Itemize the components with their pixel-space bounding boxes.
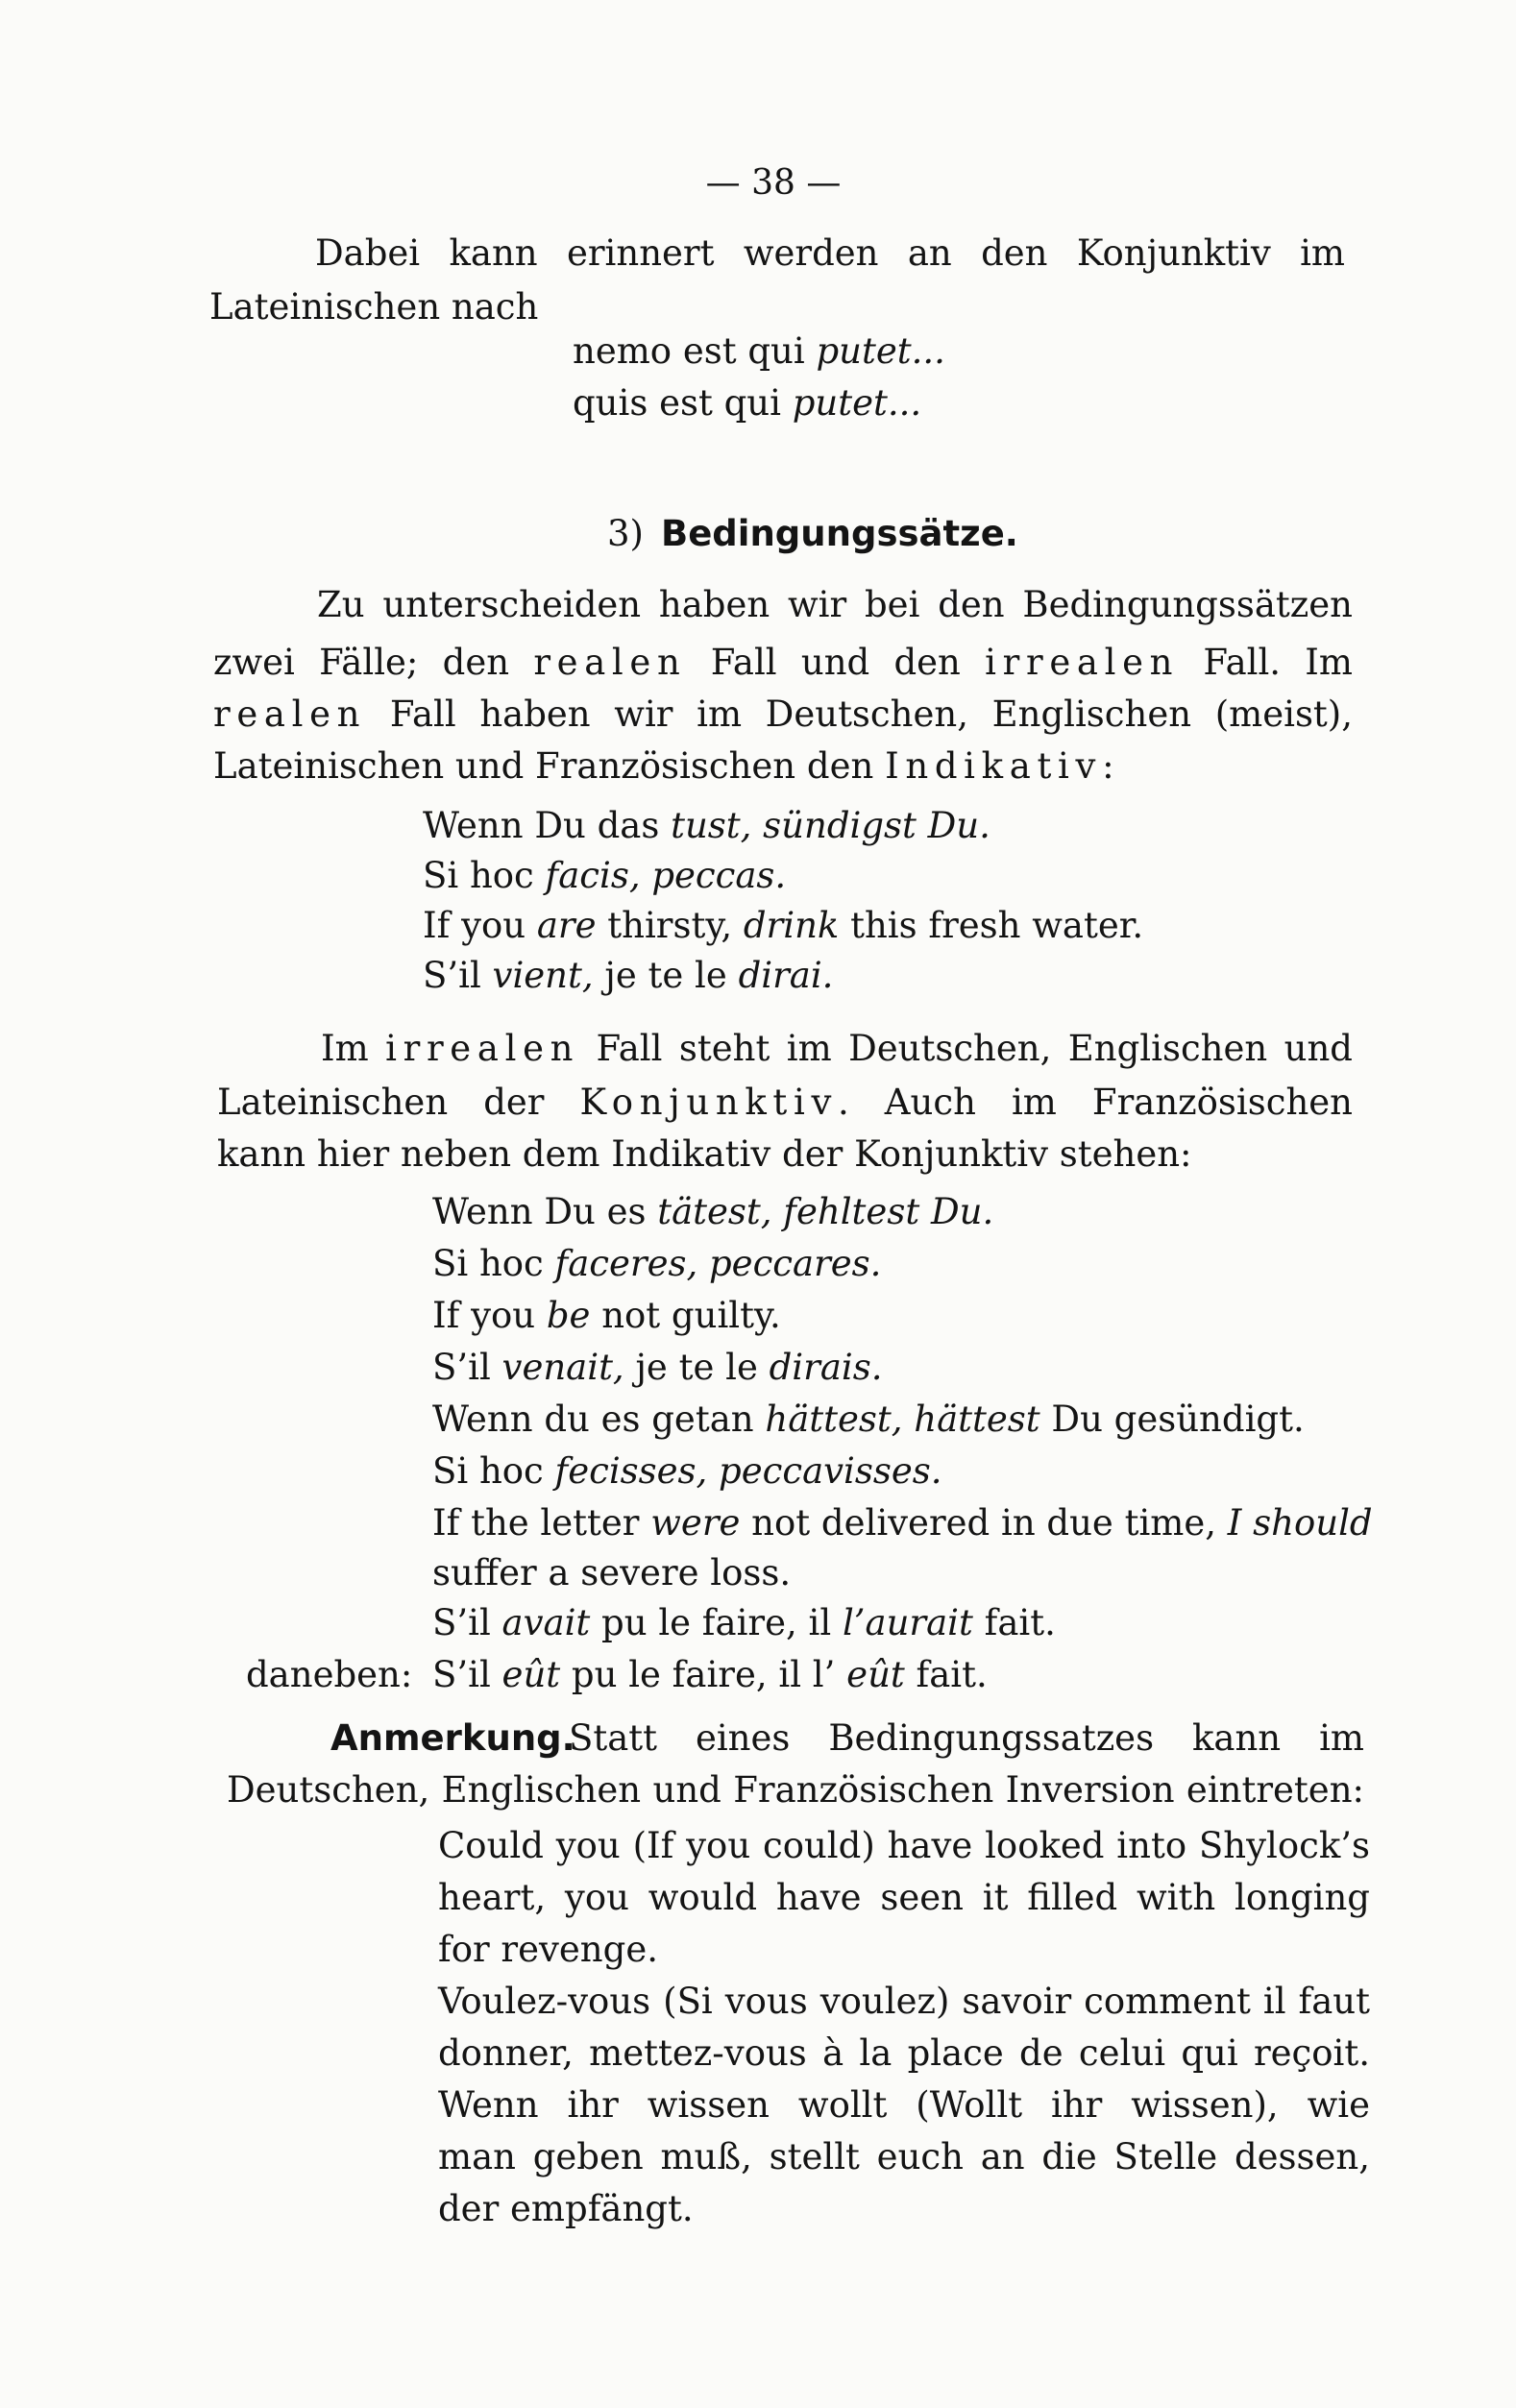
example-line: If you are thirsty, drink this fresh water. <box>423 905 1144 946</box>
text-line: Lateinischen der Konjunktiv. Auch im Französischen <box>217 1082 1354 1123</box>
quote-line: for revenge. <box>438 1929 658 1970</box>
text-line: kann hier neben dem Indikativ der Konjunktiv stehen: <box>217 1133 1192 1175</box>
text-line: Im irrealen Fall steht im Deutschen, Englischen und <box>321 1028 1353 1069</box>
example-line: Wenn Du das tust, sündigst Du. <box>423 805 990 846</box>
quote-line: donner, mettez-vous à la place de celui qui reçoit. <box>438 2032 1370 2074</box>
text-line: Deutschen, Englischen und Französischen Inversion eintreten: <box>227 1769 1364 1811</box>
text-line: Statt eines Bedingungssatzes kann im <box>569 1717 1364 1759</box>
section-title: Bedingungssätze. <box>661 513 1018 554</box>
text-line: Dabei kann erinnert werden an den Konjunktiv im <box>315 232 1345 274</box>
quote-line: Voulez-vous (Si vous voulez) savoir comment il faut <box>438 1981 1370 2022</box>
quote-line: Wenn ihr wissen wollt (Wollt ihr wissen), wie <box>438 2084 1370 2126</box>
example-line: suffer a severe loss. <box>432 1552 792 1593</box>
text-line: zwei Fälle; den realen Fall und den irrealen Fall. Im <box>213 642 1354 683</box>
example-label: daneben: <box>246 1654 413 1695</box>
example-line: If the letter were not delivered in due time, I should <box>432 1502 1373 1544</box>
quote-line: der empfängt. <box>438 2188 694 2229</box>
example-line: S’il venait, je te le dirais. <box>432 1347 883 1388</box>
example-line: quis est qui putet... <box>573 382 922 424</box>
quote-line: Could you (If you could) have looked into Shylock’s <box>438 1825 1370 1866</box>
example-line: Si hoc faceres, peccares. <box>432 1243 882 1284</box>
section-number: 3) <box>607 513 644 554</box>
example-line: If you be not guilty. <box>432 1295 781 1336</box>
text-line: realen Fall haben wir im Deutschen, Englischen (meist), <box>213 693 1353 735</box>
example-line: Si hoc facis, peccas. <box>423 855 787 896</box>
example-line: S’il eût pu le faire, il l’ eût fait. <box>432 1654 988 1695</box>
text-line: Lateinischen nach <box>209 286 539 328</box>
example-line: Wenn Du es tätest, fehltest Du. <box>432 1191 994 1232</box>
quote-line: heart, you would have seen it filled with longing <box>438 1877 1370 1918</box>
example-line: S’il avait pu le faire, il l’aurait fait. <box>432 1602 1056 1643</box>
text-line: Lateinischen und Französischen den Indikativ: <box>213 745 1114 787</box>
example-line: S’il vient, je te le dirai. <box>423 955 834 996</box>
example-line: nemo est qui putet... <box>573 330 945 372</box>
note-label: Anmerkung. <box>330 1717 575 1759</box>
page-number: — 38 — <box>705 163 842 203</box>
text-line: Zu unterscheiden haben wir bei den Bedingungssätzen <box>317 584 1353 625</box>
example-line: Si hoc fecisses, peccavisses. <box>432 1450 942 1492</box>
quote-line: man geben muß, stellt euch an die Stelle dessen, <box>438 2136 1370 2177</box>
example-line: Wenn du es getan hättest, hättest Du gesündigt. <box>432 1399 1305 1440</box>
